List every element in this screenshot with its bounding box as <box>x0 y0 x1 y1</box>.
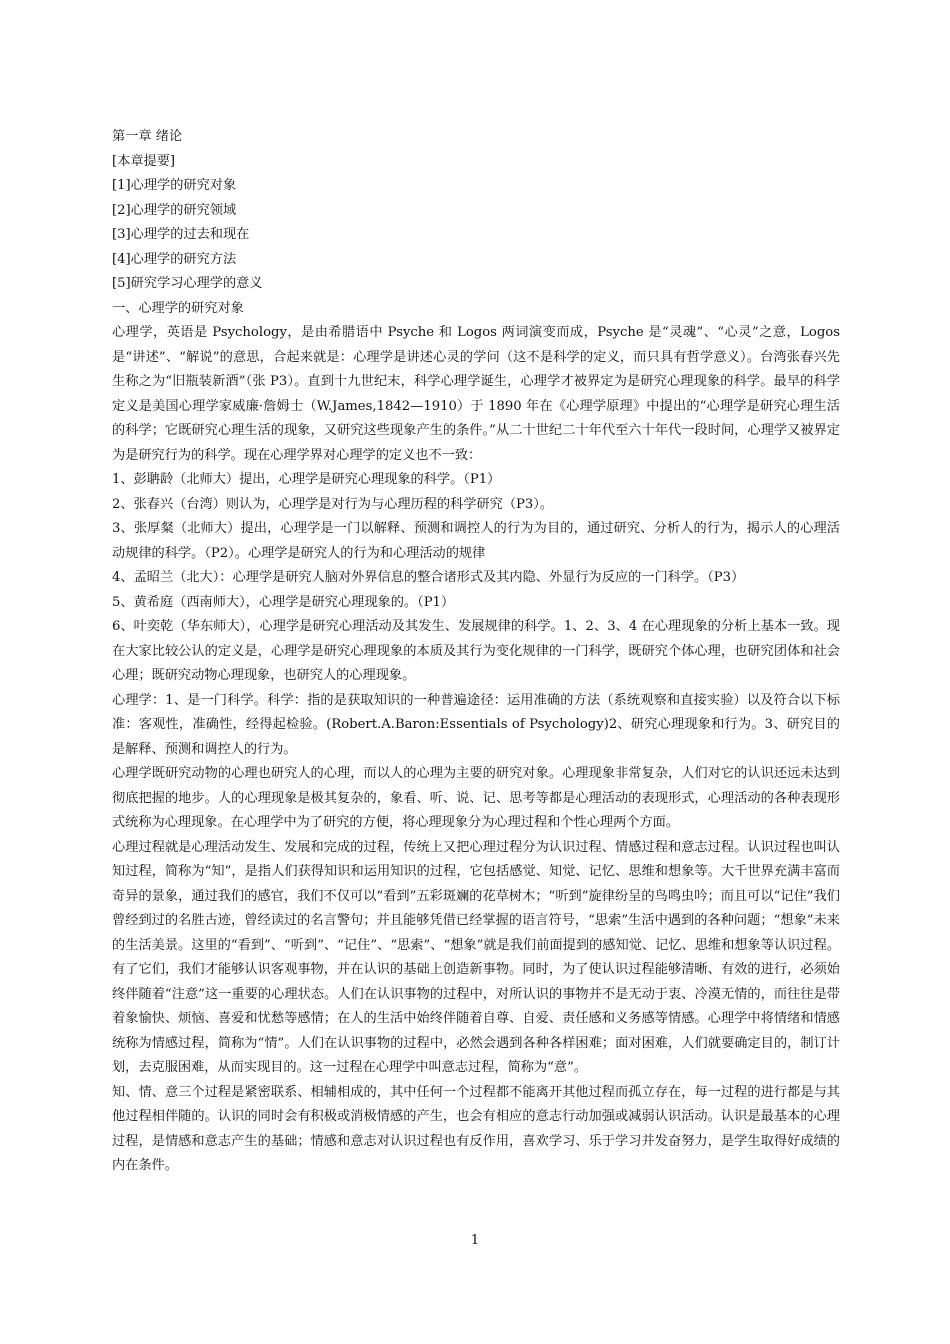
document-page <box>112 125 840 1179</box>
paragraph-psychology-science: 心理学：1、是一门科学。科学：指的是获取知识的一种普遍途径：运用准确的方法（系统观察和直接实验）以及符合以下标准：客观性，准确性，经得起检验。(Robert.A.Baron:Essentials of Psychology)2、研究心理现象和行为。3、研究目的是解释、预测和调控人的行为。 <box>112 692 840 757</box>
summary-item: [3]心理学的过去和现在 <box>112 227 250 242</box>
summary-item: [4]心理学的研究方法 <box>112 251 237 267</box>
paragraph-definition-4: 4、孟昭兰（北大）：心理学是研究人脑对外界信息的整合诸形式及其内隐、外显行为反应的一门科学。（P3） <box>112 570 745 585</box>
paragraph-definition-2: 2、张春兴（台湾）则认为，心理学是对行为与心理历程的科学研究（P3）。 <box>112 496 554 512</box>
paragraph-research-object: 心理学既研究动物的心理也研究人的心理，而以人的心理为主要的研究对象。心理现象非常复杂，人们对它的认识还远未达到彻底把握的地步。人的心理现象是极其复杂的，象看、听、说、记、思考等都是心理活动的表现形式，心理活动的各种表现形式统称为心理现象。在心理学中为了研究的方便，将心理现象分为心理过程和个性心理两个方面。 <box>112 766 840 830</box>
summary-item: [5]研究学习心理学的意义 <box>112 276 263 291</box>
paragraph-definition-1: 1、彭聃龄（北师大）提出，心理学是研究心理现象的科学。（P1） <box>112 472 501 487</box>
paragraph-knowledge-emotion-will: 知、情、意三个过程是紧密联系、相辅相成的，其中任何一个过程都不能离开其他过程而孤立存在，每一过程的进行都是与其他过程相伴随的。认识的同时会有积极或消极情感的产生，也会有相应的意志行动加强或减弱认识活动。认识是最基本的心理过程，是情感和意志产生的基础；情感和意志对认识过程也有反作用，喜欢学习、乐于学习并发奋努力，是学生取得好成绩的内在条件。 <box>112 1084 840 1173</box>
paragraph-definition-history: 心理学，英语是 Psychology，是由希腊语中 Psyche 和 Logos 两词演变而成，Psyche 是“灵魂”、“心灵”之意，Logos 是“讲述”、“解说”的意思，合起来就是：心理学是讲述心灵的学问（这不是科学的定义，而只具有哲学意义）。台湾张春兴先生称之为“旧瓶装新酒”（张 P3）。直到十九世纪末，科学心理学诞生，心理学才被界定为是研究心理现象的科学。最早的科学定义是美国心理学家威廉·詹姆士（W.James,1842—1910）于 1890 年在《心理学原理》中提出的“心理学是研究心理生活的科学；它既研究心理生活的现象，又研究这些现象产生的条件。”从二十世纪二十年代至六十年代一段时间，心理学又被界定为是研究行为的科学。现在心理学界对心理学的定义也不一致： <box>112 325 840 463</box>
paragraph-definition-3: 3、张厚粲（北师大）提出，心理学是一门以解释、预测和调控人的行为为目的，通过研究、分析人的行为，揭示人的心理活动规律的科学。（P2）。心理学是研究人的行为和心理活动的规律 <box>112 521 840 561</box>
page-number: 1 <box>470 1233 480 1248</box>
paragraph-definition-6: 6、叶奕乾（华东师大），心理学是研究心理活动及其发生、发展规律的科学。1、2、3、4 在心理现象的分析上基本一致。现在大家比较公认的定义是，心理学是研究心理现象的本质及其行为变化规律的一门科学，既研究个体心理，也研究团体和社会心理；既研究动物心理现象，也研究人的心理现象。 <box>112 619 840 683</box>
summary-heading: [本章提要] <box>112 153 176 169</box>
summary-item: [1]心理学的研究对象 <box>112 178 237 193</box>
paragraph-definition-5: 5、黄希庭（西南师大），心理学是研究心理现象的。（P1） <box>112 594 455 610</box>
paragraph-mental-process: 心理过程就是心理活动发生、发展和完成的过程，传统上又把心理过程分为认识过程、情感过程和意志过程。认识过程也叫认知过程，简称为“知”，是指人们获得知识和运用知识的过程，它包括感觉、知觉、记忆、思维和想象等。大千世界充满丰富而奇异的景象，通过我们的感官，我们不仅可以“看到”五彩斑斓的花草树木；“听到”旋律纷呈的鸟鸣虫吟；而且可以“记住”我们曾经到过的名胜古迹，曾经读过的名言警句；并且能够凭借已经掌握的语言符号，“思索”生活中遇到的各种问题；“想象”未来的生活美景。这里的“看到”、“听到”、“记住”、“思索”、“想象”就是我们前面提到的感知觉、记忆、思维和想象等认识过程。有了它们，我们才能够认识客观事物，并在认识的基础上创造新事物。同时，为了使认识过程能够清晰、有效的进行，必须始终伴随着“注意”这一重要的心理状态。人们在认识事物的过程中，对所认识的事物并不是无动于衷、冷漠无情的，而往往是带着象愉快、烦恼、喜爱和忧愁等感情；在人的生活中始终伴随着自尊、自爱、责任感和义务感等情感。心理学中将情绪和情感统称为情感过程，简称为“情”。人们在认识事物的过程中，必然会遇到各种各样困难；面对困难，人们就要确定目的，制订计划，去克服困难，从而实现目的。这一过程在心理学中叫意志过程，简称为“意”。 <box>112 839 840 1075</box>
chapter-title: 第一章 绪论 <box>112 129 183 144</box>
section-heading: 一、心理学的研究对象 <box>112 300 244 316</box>
summary-item: [2]心理学的研究领域 <box>112 202 237 218</box>
